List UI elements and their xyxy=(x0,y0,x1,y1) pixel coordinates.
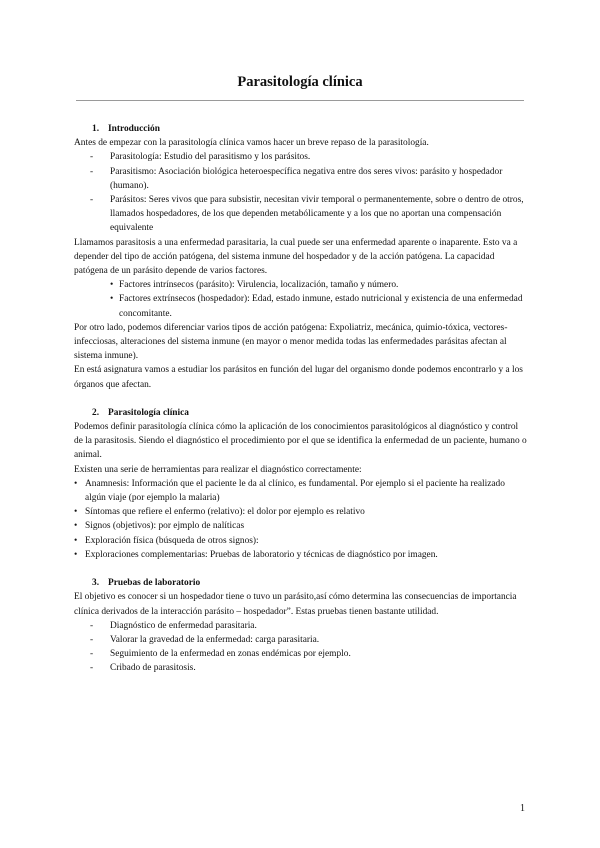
paragraph: En está asignatura vamos a estudiar los parásitos en función del lugar del organismo donde podemos encontrarlo y a los órganos que afectan. xyxy=(74,365,523,390)
list-item: • Síntomas que refiere el enfermo (relativo): el dolor por ejemplo es relativo xyxy=(74,507,365,518)
section-heading-parasitologia-clinica: 2. Parasitología clínica xyxy=(92,407,189,418)
list-item: • Exploraciones complementarias: Pruebas de laboratorio y técnicas de diagnóstico por imagen. xyxy=(74,549,438,560)
list-item: - Cribado de parasitosis. xyxy=(90,663,196,674)
list-item: - Parásitos: Seres vivos que para subsistir, necesitan vivir temporal o permanentemente, sobre o dentro de otros, llamados hospedadores, de los que dependen metabólicamente y a los que no aportan una compensación equivalente xyxy=(90,195,524,234)
spacer xyxy=(74,562,528,576)
list-item: • Exploración física (búsqueda de otros signos): xyxy=(74,535,259,546)
page-title: Parasitología clínica xyxy=(237,74,363,90)
list-item: • Anamnesis: Información que el paciente le da al clínico, es fundamental. Por ejemplo si el paciente ha realizado algún viaje (por ejemplo la malaria) xyxy=(74,478,505,504)
document-body xyxy=(74,122,528,676)
page-number: 1 xyxy=(520,803,525,814)
list-item: - Parasitología: Estudio del parasitismo y los parásitos. xyxy=(90,152,311,163)
intro-paragraph: Antes de empezar con la parasitología clínica vamos hacer un breve repaso de la parasitología. xyxy=(74,138,429,149)
paragraph: Llamamos parasitosis a una enfermedad parasitaria, la cual puede ser una enfermedad aparente o inaparente. Esto va a depender del tipo de acción patógena, del sistema inmune del hospedador y de la acción patógena. La capacidad patógena de un parásito depende de varios factores. xyxy=(74,237,518,277)
paragraph: El objetivo es conocer si un hospedador tiene o tuvo un parásito,así cómo determina las consecuencias de importancia clínica derivados de la interacción parásito – hospedador”. Estas pruebas tienen bastante utilidad. xyxy=(74,592,517,617)
section-heading-introduccion: 1. Introducción xyxy=(92,124,160,134)
paragraph: Por otro lado, podemos diferenciar varios tipos de acción patógena: Expoliatriz, mecánica, quimio-tóxica, vectores-infecciosas, alteraciones del sistema inmune (en mayor o menor medida todas las enfermedades parásitas afectan al sistema inmune). xyxy=(74,322,508,362)
list-item: - Valorar la gravedad de la enfermedad: carga parasitaria. xyxy=(90,634,320,645)
list-item: • Factores extrínsecos (hospedador): Edad, estado inmune, estado nutricional y existencia de una enfermedad concomitante. xyxy=(110,294,523,319)
title-divider xyxy=(76,100,524,101)
section-heading-pruebas-laboratorio: 3. Pruebas de laboratorio xyxy=(92,578,201,589)
paragraph: Existen una serie de herramientas para realizar el diagnóstico correctamente: xyxy=(74,464,362,475)
list-item: • Factores intrínsecos (parásito): Virulencia, localización, tamaño y número. xyxy=(110,280,399,291)
list-item: - Parasitismo: Asociación biológica heteroespecífica negativa entre dos seres vivos: parásito y hospedador (humano). xyxy=(90,166,503,191)
list-item: • Signos (objetivos): por ejmplo de nalíticas xyxy=(74,521,245,532)
list-item: - Seguimiento de la enfermedad en zonas endémicas por ejemplo. xyxy=(90,649,351,660)
list-item: - Diagnóstico de enfermedad parasitaria. xyxy=(90,620,257,631)
paragraph: Podemos definir parasitología clínica cómo la aplicación de los conocimientos parasitológicos al diagnóstico y control de la parasitosis. Siendo el diagnóstico el procedimiento por el que se identifica la enfermedad de un paciente, humano o animal. xyxy=(74,422,527,461)
spacer xyxy=(74,392,528,406)
